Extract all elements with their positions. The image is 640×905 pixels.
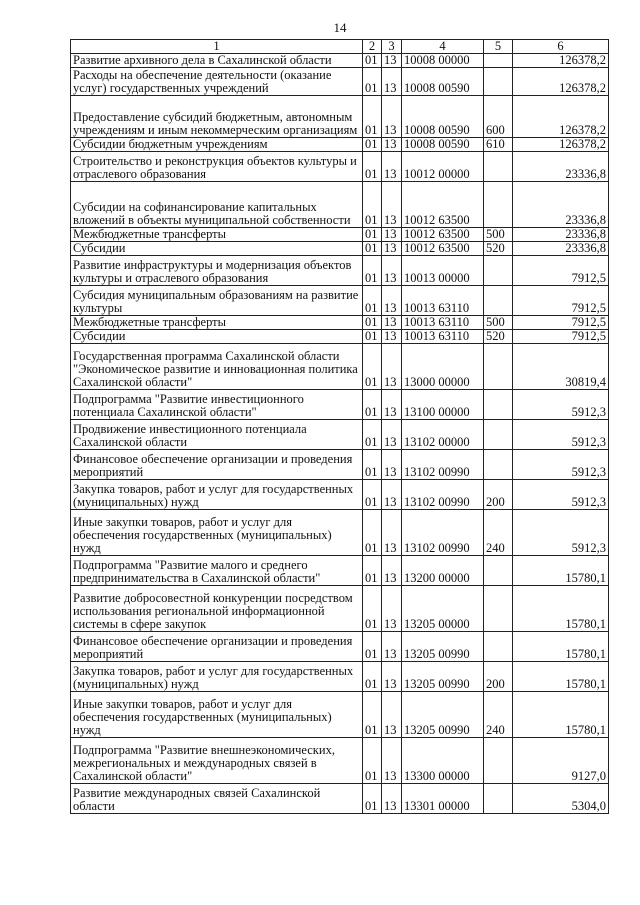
- expense-type-cell: [484, 54, 513, 68]
- amount-cell: 9127,0: [513, 738, 609, 784]
- column-header: 6: [513, 40, 609, 54]
- amount-cell: 126378,2: [513, 138, 609, 152]
- amount-cell: 7912,5: [513, 256, 609, 286]
- section-code-cell: 01: [363, 420, 382, 450]
- subsection-code-cell: 13: [382, 586, 402, 632]
- amount-cell: 23336,8: [513, 242, 609, 256]
- subsection-code-cell: 13: [382, 556, 402, 586]
- section-code-cell: 01: [363, 632, 382, 662]
- target-article-cell: 13000 00000: [402, 344, 484, 390]
- table-row: [71, 738, 609, 784]
- section-code-cell: 01: [363, 152, 382, 182]
- item-name-cell: Субсидии на софинансирование капитальных вложений в объекты муниципальной собственности: [71, 182, 363, 228]
- section-code-cell: 01: [363, 286, 382, 316]
- amount-cell: 126378,2: [513, 68, 609, 96]
- column-header: 3: [382, 40, 402, 54]
- amount-cell: 5304,0: [513, 784, 609, 814]
- item-name-cell: Иные закупки товаров, работ и услуг для обеспечения государственных (муниципальных) нужд: [71, 510, 363, 556]
- target-article-cell: 13100 00000: [402, 390, 484, 420]
- table-row: [71, 420, 609, 450]
- item-name-cell: Развитие международных связей Сахалинской области: [71, 784, 363, 814]
- item-name-cell: Субсидии бюджетным учреждениям: [71, 138, 363, 152]
- target-article-cell: 10008 00000: [402, 54, 484, 68]
- amount-cell: 7912,5: [513, 286, 609, 316]
- target-article-cell: 13102 00990: [402, 480, 484, 510]
- target-article-cell: 10012 63500: [402, 242, 484, 256]
- subsection-code-cell: 13: [382, 784, 402, 814]
- amount-cell: 30819,4: [513, 344, 609, 390]
- section-code-cell: 01: [363, 480, 382, 510]
- subsection-code-cell: 13: [382, 242, 402, 256]
- amount-cell: 7912,5: [513, 330, 609, 344]
- table-row: [71, 152, 609, 182]
- expense-type-cell: 200: [484, 480, 513, 510]
- section-code-cell: 01: [363, 662, 382, 692]
- amount-cell: 15780,1: [513, 586, 609, 632]
- table-header-row: [71, 40, 609, 54]
- amount-cell: 126378,2: [513, 96, 609, 138]
- subsection-code-cell: 13: [382, 68, 402, 96]
- item-name-cell: Предоставление субсидий бюджетным, автономным учреждениям и иным некоммерческим организациям: [71, 96, 363, 138]
- target-article-cell: 13102 00990: [402, 450, 484, 480]
- item-name-cell: Закупка товаров, работ и услуг для государственных (муниципальных) нужд: [71, 662, 363, 692]
- table-row: [71, 138, 609, 152]
- expense-type-cell: 520: [484, 330, 513, 344]
- subsection-code-cell: 13: [382, 152, 402, 182]
- subsection-code-cell: 13: [382, 228, 402, 242]
- item-name-cell: Финансовое обеспечение организации и проведения мероприятий: [71, 632, 363, 662]
- item-name-cell: Подпрограмма "Развитие внешнеэкономических, межрегиональных и международных связей в Сахалинской области": [71, 738, 363, 784]
- section-code-cell: 01: [363, 586, 382, 632]
- target-article-cell: 13205 00990: [402, 632, 484, 662]
- target-article-cell: 13200 00000: [402, 556, 484, 586]
- table-row: [71, 510, 609, 556]
- item-name-cell: Строительство и реконструкция объектов культуры и отраслевого образования: [71, 152, 363, 182]
- table-row: [71, 182, 609, 228]
- expense-type-cell: [484, 286, 513, 316]
- expense-type-cell: 240: [484, 510, 513, 556]
- target-article-cell: 10008 00590: [402, 96, 484, 138]
- subsection-code-cell: 13: [382, 256, 402, 286]
- table-row: [71, 316, 609, 330]
- amount-cell: 126378,2: [513, 54, 609, 68]
- item-name-cell: Финансовое обеспечение организации и проведения мероприятий: [71, 450, 363, 480]
- item-name-cell: Межбюджетные трансферты: [71, 316, 363, 330]
- table-row: [71, 286, 609, 316]
- table-row: [71, 54, 609, 68]
- amount-cell: 15780,1: [513, 662, 609, 692]
- subsection-code-cell: 13: [382, 286, 402, 316]
- target-article-cell: 10013 00000: [402, 256, 484, 286]
- target-article-cell: 10013 63110: [402, 316, 484, 330]
- expense-type-cell: [484, 586, 513, 632]
- table-row: [71, 662, 609, 692]
- target-article-cell: 13205 00990: [402, 692, 484, 738]
- subsection-code-cell: 13: [382, 182, 402, 228]
- amount-cell: 15780,1: [513, 556, 609, 586]
- target-article-cell: 10012 00000: [402, 152, 484, 182]
- expense-type-cell: [484, 784, 513, 814]
- section-code-cell: 01: [363, 556, 382, 586]
- amount-cell: 15780,1: [513, 692, 609, 738]
- section-code-cell: 01: [363, 450, 382, 480]
- target-article-cell: 10008 00590: [402, 138, 484, 152]
- column-header: 2: [363, 40, 382, 54]
- amount-cell: 23336,8: [513, 182, 609, 228]
- expense-type-cell: 500: [484, 228, 513, 242]
- target-article-cell: 13205 00000: [402, 586, 484, 632]
- page-number: 14: [333, 20, 347, 35]
- section-code-cell: 01: [363, 242, 382, 256]
- table-row: [71, 556, 609, 586]
- expense-type-cell: [484, 556, 513, 586]
- amount-cell: 5912,3: [513, 390, 609, 420]
- target-article-cell: 10008 00590: [402, 68, 484, 96]
- section-code-cell: 01: [363, 68, 382, 96]
- column-header: 4: [402, 40, 484, 54]
- section-code-cell: 01: [363, 96, 382, 138]
- target-article-cell: 13205 00990: [402, 662, 484, 692]
- item-name-cell: Субсидии: [71, 330, 363, 344]
- expense-type-cell: 600: [484, 96, 513, 138]
- item-name-cell: Развитие инфраструктуры и модернизация объектов культуры и отраслевого образования: [71, 256, 363, 286]
- target-article-cell: 13102 00990: [402, 510, 484, 556]
- section-code-cell: 01: [363, 316, 382, 330]
- table-row: [71, 632, 609, 662]
- subsection-code-cell: 13: [382, 96, 402, 138]
- item-name-cell: Подпрограмма "Развитие инвестиционного потенциала Сахалинской области": [71, 390, 363, 420]
- expense-type-cell: [484, 152, 513, 182]
- expense-type-cell: 520: [484, 242, 513, 256]
- table-row: [71, 586, 609, 632]
- section-code-cell: 01: [363, 138, 382, 152]
- budget-table: [70, 39, 609, 814]
- amount-cell: 15780,1: [513, 632, 609, 662]
- table-row: [71, 256, 609, 286]
- amount-cell: 23336,8: [513, 228, 609, 242]
- table-row: [71, 450, 609, 480]
- item-name-cell: Расходы на обеспечение деятельности (оказание услуг) государственных учреждений: [71, 68, 363, 96]
- table-row: [71, 330, 609, 344]
- expense-type-cell: 240: [484, 692, 513, 738]
- section-code-cell: 01: [363, 692, 382, 738]
- subsection-code-cell: 13: [382, 510, 402, 556]
- expense-type-cell: [484, 256, 513, 286]
- expense-type-cell: 200: [484, 662, 513, 692]
- subsection-code-cell: 13: [382, 632, 402, 662]
- amount-cell: 5912,3: [513, 510, 609, 556]
- target-article-cell: 10013 63110: [402, 286, 484, 316]
- table-row: [71, 344, 609, 390]
- item-name-cell: Развитие архивного дела в Сахалинской области: [71, 54, 363, 68]
- column-header: 5: [484, 40, 513, 54]
- item-name-cell: Субсидия муниципальным образованиям на развитие культуры: [71, 286, 363, 316]
- target-article-cell: 10012 63500: [402, 228, 484, 242]
- table-row: [71, 692, 609, 738]
- table-row: [71, 68, 609, 96]
- section-code-cell: 01: [363, 182, 382, 228]
- amount-cell: 5912,3: [513, 450, 609, 480]
- section-code-cell: 01: [363, 330, 382, 344]
- expense-type-cell: [484, 68, 513, 96]
- expense-type-cell: [484, 738, 513, 784]
- section-code-cell: 01: [363, 344, 382, 390]
- item-name-cell: Закупка товаров, работ и услуг для государственных (муниципальных) нужд: [71, 480, 363, 510]
- target-article-cell: 13301 00000: [402, 784, 484, 814]
- section-code-cell: 01: [363, 256, 382, 286]
- item-name-cell: Субсидии: [71, 242, 363, 256]
- item-name-cell: Государственная программа Сахалинской области "Экономическое развитие и инновационная политика Сахалинской области": [71, 344, 363, 390]
- expense-type-cell: [484, 390, 513, 420]
- table-row: [71, 242, 609, 256]
- item-name-cell: Подпрограмма "Развитие малого и среднего предпринимательства в Сахалинской области": [71, 556, 363, 586]
- expense-type-cell: [484, 632, 513, 662]
- expense-type-cell: [484, 182, 513, 228]
- section-code-cell: 01: [363, 390, 382, 420]
- section-code-cell: 01: [363, 228, 382, 242]
- table-row: [71, 390, 609, 420]
- table-row: [71, 96, 609, 138]
- amount-cell: 5912,3: [513, 480, 609, 510]
- target-article-cell: 10012 63500: [402, 182, 484, 228]
- column-header: 1: [71, 40, 363, 54]
- item-name-cell: Иные закупки товаров, работ и услуг для обеспечения государственных (муниципальных) нужд: [71, 692, 363, 738]
- subsection-code-cell: 13: [382, 480, 402, 510]
- target-article-cell: 13102 00000: [402, 420, 484, 450]
- amount-cell: 5912,3: [513, 420, 609, 450]
- expense-type-cell: [484, 420, 513, 450]
- subsection-code-cell: 13: [382, 330, 402, 344]
- item-name-cell: Межбюджетные трансферты: [71, 228, 363, 242]
- item-name-cell: Продвижение инвестиционного потенциала Сахалинской области: [71, 420, 363, 450]
- subsection-code-cell: 13: [382, 390, 402, 420]
- subsection-code-cell: 13: [382, 54, 402, 68]
- table-row: [71, 228, 609, 242]
- target-article-cell: 13300 00000: [402, 738, 484, 784]
- section-code-cell: 01: [363, 510, 382, 556]
- amount-cell: 23336,8: [513, 152, 609, 182]
- amount-cell: 7912,5: [513, 316, 609, 330]
- subsection-code-cell: 13: [382, 692, 402, 738]
- section-code-cell: 01: [363, 784, 382, 814]
- subsection-code-cell: 13: [382, 344, 402, 390]
- section-code-cell: 01: [363, 54, 382, 68]
- table-row: [71, 480, 609, 510]
- subsection-code-cell: 13: [382, 316, 402, 330]
- subsection-code-cell: 13: [382, 420, 402, 450]
- section-code-cell: 01: [363, 738, 382, 784]
- expense-type-cell: [484, 450, 513, 480]
- subsection-code-cell: 13: [382, 662, 402, 692]
- target-article-cell: 10013 63110: [402, 330, 484, 344]
- table-row: [71, 784, 609, 814]
- subsection-code-cell: 13: [382, 738, 402, 784]
- expense-type-cell: [484, 344, 513, 390]
- subsection-code-cell: 13: [382, 450, 402, 480]
- subsection-code-cell: 13: [382, 138, 402, 152]
- expense-type-cell: 610: [484, 138, 513, 152]
- item-name-cell: Развитие добросовестной конкуренции посредством использования региональной информационной системы в сфере закупок: [71, 586, 363, 632]
- expense-type-cell: 500: [484, 316, 513, 330]
